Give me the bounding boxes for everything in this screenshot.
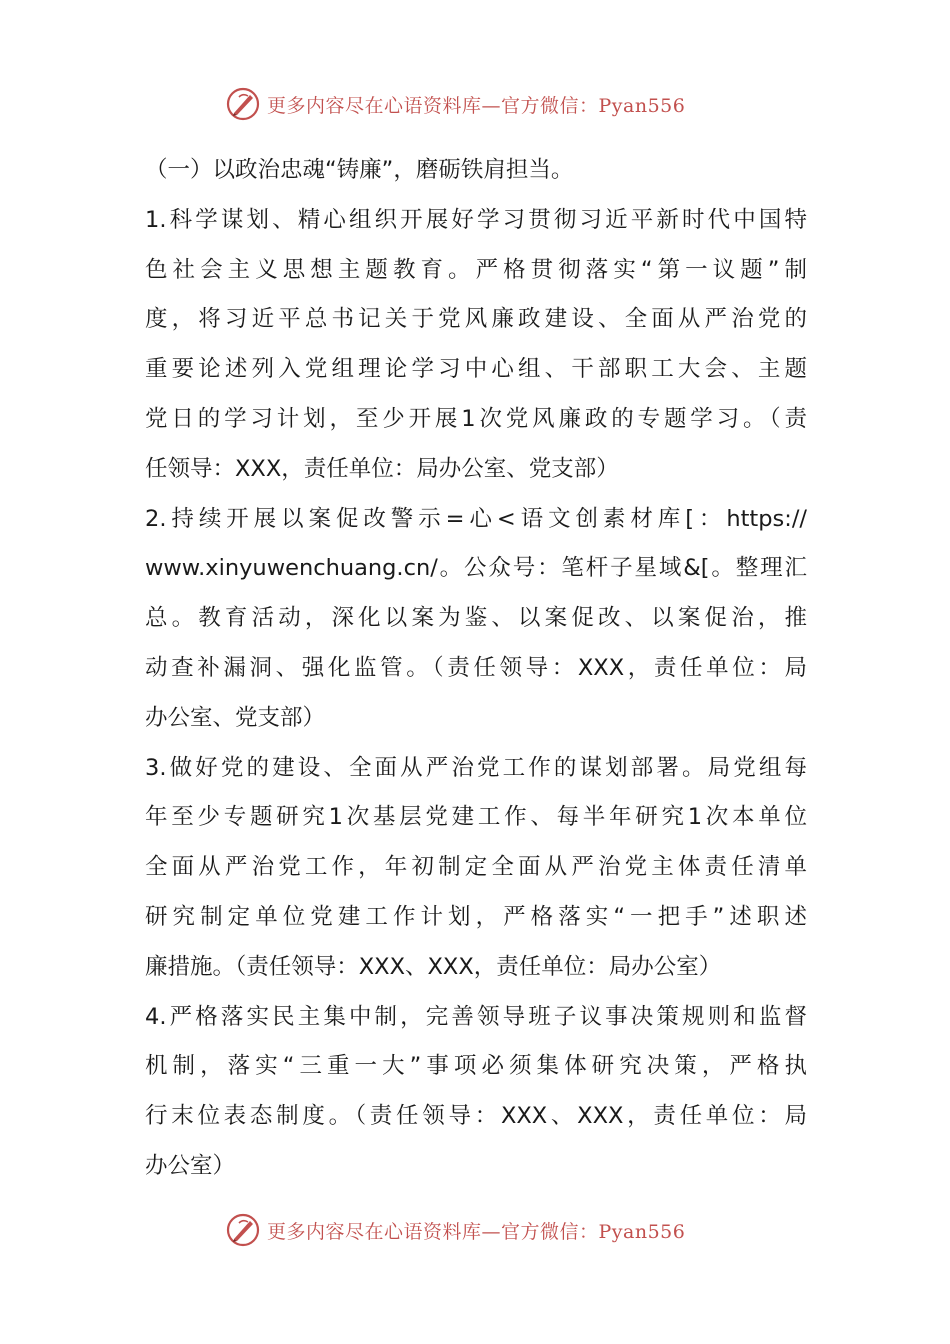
watermark-header bbox=[225, 84, 685, 124]
paragraph-line: 1.科学谋划、精心组织开展好学习贯彻习近平新时代中国特 bbox=[145, 206, 807, 233]
watermark-text: 更多内容尽在心语资料库—官方微信：Pyan556 bbox=[267, 94, 686, 117]
watermark-text: 更多内容尽在心语资料库—官方微信：Pyan556 bbox=[267, 1220, 686, 1243]
paragraph-line: 4.严格落实民主集中制，完善领导班子议事决策规则和监督 bbox=[145, 1003, 807, 1030]
paragraph-line: 廉措施。（责任领导：XXX、XXX，责任单位：局办公室） bbox=[145, 953, 722, 980]
paragraph-line: 行末位表态制度。（责任领导：XXX、XXX，责任单位：局 bbox=[145, 1103, 807, 1130]
paragraph-line: 年至少专题研究1次基层党建工作、每半年研究1次本单位 bbox=[145, 804, 807, 831]
paragraph-line: 党日的学习计划，至少开展1次党风廉政的专题学习。（责 bbox=[145, 405, 807, 432]
paragraph-line: 全面从严治党工作，年初制定全面从严治党主体责任清单 bbox=[145, 854, 807, 881]
paragraph-line: 研究制定单位党建工作计划，严格落实“一把手”述职述 bbox=[145, 903, 807, 930]
paragraph-line: 总。教育活动，深化以案为鉴、以案促改、以案促治，推 bbox=[145, 605, 807, 632]
paragraph-line: 重要论述列入党组理论学习中心组、干部职工大会、主题 bbox=[145, 356, 807, 383]
pen-logo-icon bbox=[225, 1212, 261, 1248]
section-heading: （一）以政治忠魂“铸廉”，磨砺铁肩担当。 bbox=[145, 157, 574, 183]
paragraph-line: 度，将习近平总书记关于党风廉政建设、全面从严治党的 bbox=[145, 306, 807, 333]
paragraph-line: 3.做好党的建设、全面从严治党工作的谋划部署。局党组每 bbox=[145, 754, 807, 781]
document-body bbox=[145, 146, 807, 1192]
paragraph-line: 办公室、党支部） bbox=[145, 704, 326, 731]
paragraph-line: 色社会主义思想主题教育。严格贯彻落实“第一议题”制 bbox=[145, 256, 807, 283]
paragraph-line: 机制，落实“三重一大”事项必须集体研究决策，严格执 bbox=[145, 1053, 807, 1080]
paragraph-line: 2.持续开展以案促改警示=心<语文创素材库[：https:// bbox=[145, 505, 807, 532]
paragraph-line: 办公室） bbox=[145, 1152, 236, 1179]
paragraph-line: 动查补漏洞、强化监管。（责任领导：XXX，责任单位：局 bbox=[145, 654, 807, 681]
watermark-footer bbox=[225, 1210, 685, 1250]
pen-logo-icon bbox=[225, 86, 261, 122]
paragraph-line: www.xinyuwenchuang.cn/。公众号：笔杆子星域&[。整理汇 bbox=[145, 555, 807, 582]
paragraph-line: 任领导：XXX，责任单位：局办公室、党支部） bbox=[145, 455, 619, 482]
